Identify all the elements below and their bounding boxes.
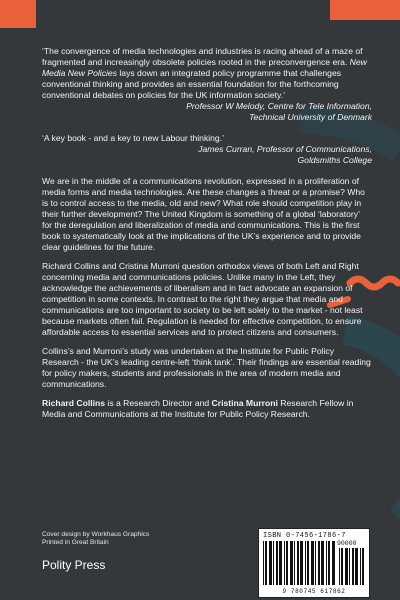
quote-text-continued: lays down an integrated policy programme that challenges conventional thinking and provides an essential foundation for the forthcoming conventional debates on policies for the UK information society.’ <box>42 68 342 100</box>
author-name: Cristina Murroni <box>211 398 278 408</box>
price-barcode-bars <box>339 548 365 585</box>
quote-melody <box>42 46 372 101</box>
quote-curran: ‘A key book - and a key to new Labour thinking.’ <box>42 133 225 143</box>
barcode <box>258 528 370 598</box>
attribution-org: Goldsmiths College <box>297 155 372 165</box>
cover-design-credit: Cover design by Workhaus Graphics <box>42 531 150 538</box>
quote-text: ‘The convergence of media technologies and industries is racing ahead of a maze of fragmented and increasingly obsolete policies rooted in the preconvergence era. <box>42 46 363 67</box>
publisher-name: Polity Press <box>42 558 106 572</box>
isbn-number: ISBN 0-7456-1786-7 <box>263 532 346 540</box>
barcode-bars <box>263 541 335 585</box>
author-bio <box>42 398 372 420</box>
author-bio-text: is a Research Director and <box>105 398 212 408</box>
body-paragraph: We are in the middle of a communications revolution, expressed in a proliferation of media forms and media technologies. Are these changes a threat or a promise? Who is to control access to the media, old and new? What role should competition play in their further development? The United Kingdom is something of a global ‘laboratory’ for the deregulation and liberalization of media and communications. This is the first book to systematically look at the implications of the UK’s experience and to provide clear guidelines for the future. <box>42 176 365 252</box>
book-title-italic: New Media New Policies <box>42 57 367 78</box>
back-cover-text <box>42 46 372 420</box>
body-paragraph: Richard Collins and Cristina Murroni question orthodox views of both Left and Right concerning media and communications policies. Unlike many in the Left, they acknowledge the achievements of liberalism and in fact advocate an expansion of competition in some contexts. In contrast to the right they argue that media and communications are too important to society to be left solely to the market - not least because markets often fail. Regulation is needed for effective competition, to ensure affordable access to essential services and to protect citizens and consumers. <box>42 261 363 337</box>
ean-number: 9 780745 617862 <box>282 588 346 595</box>
author-name: Richard Collins <box>42 398 106 408</box>
printed-in-credit: Printed in Great Britain <box>42 539 109 546</box>
attribution-name: James Curran, Professor of Communications, <box>198 144 372 154</box>
credits <box>42 531 149 547</box>
price-code: 90000 <box>337 540 357 547</box>
body-paragraph: Collins’s and Murroni’s study was undertaken at the Institute for Public Policy Research - the UK’s leading centre-left ‘think tank’. Their findings are essential reading for policy makers, students and professionals in the area of modern media and communications. <box>42 346 371 389</box>
attribution-name: Professor W Melody, Centre for Tele Information, <box>186 101 372 111</box>
attribution-org: Technical University of Denmark <box>249 112 372 122</box>
orange-accent-corner <box>330 0 400 20</box>
orange-accent-top <box>0 0 36 28</box>
author-bio-text: Research Fellow in Media and Communications at the Institute for Public Policy Research. <box>42 398 354 419</box>
